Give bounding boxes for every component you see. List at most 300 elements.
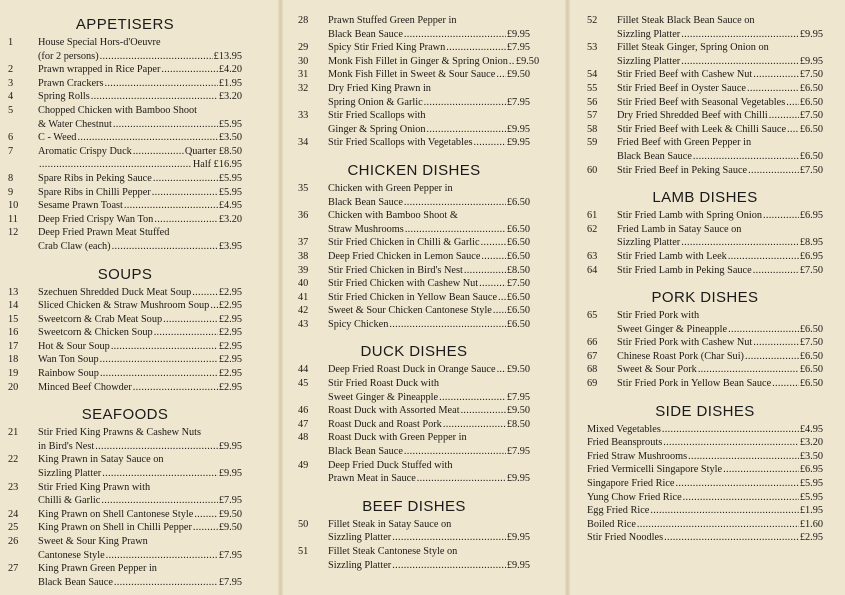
section-title: CHICKEN DISHES: [347, 161, 481, 179]
menu-item: [587, 136, 823, 163]
item-price: £6.50: [799, 96, 823, 108]
dot-leader: [496, 68, 506, 82]
menu-item-line: [298, 472, 530, 486]
menu-item-line: [8, 213, 242, 227]
item-price: £3.95: [218, 240, 242, 252]
item-price: £4.95: [218, 200, 242, 212]
item-number: 65: [587, 310, 598, 322]
menu-item: [298, 136, 530, 150]
dot-leader: [676, 477, 799, 491]
menu-item-line: [587, 109, 823, 123]
item-name: Sesame Prawn Toast: [38, 200, 123, 212]
item-number: 44: [298, 364, 309, 376]
item-name: Chicken with Bamboo Shoot &: [328, 210, 458, 222]
item-number: 35: [298, 182, 309, 194]
item-name: House Special Hors-d'Oeuvre: [38, 37, 161, 48]
item-number: 9: [8, 186, 14, 198]
menu-item-line: [587, 41, 823, 55]
item-price: £2.95: [218, 381, 242, 393]
item-number: 32: [298, 82, 309, 94]
menu-item-line: [587, 336, 823, 350]
item-name: Roast Duck with Green Pepper in: [328, 432, 467, 444]
item-price: £7.95: [506, 391, 530, 403]
item-name: Sizzling Platter: [38, 468, 102, 480]
dot-leader: [509, 55, 515, 69]
item-number: 23: [8, 481, 19, 493]
item-price: £9.95: [506, 137, 530, 149]
item-name: Sizzling Platter: [617, 237, 681, 249]
menu-item-line: [298, 277, 530, 291]
item-price: £9.95: [506, 28, 530, 40]
item-name: & Water Chestnut: [38, 118, 112, 130]
item-number: 4: [8, 91, 14, 103]
dot-leader: [747, 82, 799, 96]
menu-item: [587, 377, 823, 391]
section-title: DUCK DISHES: [360, 343, 468, 361]
menu-item: [8, 508, 242, 522]
menu-item-line: [8, 521, 242, 535]
dot-leader: [681, 55, 799, 69]
item-name: Singapore Fried Rice: [587, 478, 675, 490]
item-price: £6.50: [799, 323, 823, 335]
dot-leader: [683, 491, 799, 505]
item-name: Prawn wrapped in Rice Paper: [38, 64, 161, 76]
menu-item: [298, 250, 530, 264]
menu-item-line: [587, 350, 823, 364]
item-price: £7.50: [799, 264, 823, 276]
item-name: Sweet & Sour King Prawn: [38, 536, 148, 547]
menu-item-line: [298, 377, 530, 391]
menu-section: [570, 14, 845, 177]
item-price: £9.95: [799, 28, 823, 40]
item-name: Fillet Steak Black Bean Sauce on: [617, 15, 755, 26]
item-price: £1.95: [799, 505, 823, 517]
item-price: £6.95: [799, 250, 823, 262]
menu-item-line: [8, 226, 242, 240]
item-number: 55: [587, 82, 598, 94]
dot-leader: [637, 518, 799, 532]
menu-item: [587, 14, 823, 41]
item-price: £4.20: [218, 64, 242, 76]
dot-leader: [39, 158, 192, 172]
item-name: Sweet Ginger & Pineapple: [617, 323, 728, 335]
menu-item-line: [8, 467, 242, 481]
section-gap: [570, 391, 845, 401]
section-gap: [0, 394, 278, 404]
menu-section: [284, 341, 568, 485]
menu-item-line: [298, 223, 530, 237]
menu-item-line: [298, 196, 530, 210]
item-price: £8.95: [799, 237, 823, 249]
item-price: £7.95: [506, 42, 530, 54]
menu-item-line: [298, 41, 530, 55]
item-price: £13.95: [213, 50, 242, 62]
dot-leader: [161, 63, 217, 77]
dot-leader: [446, 41, 506, 55]
menu-item-line: [587, 123, 823, 137]
item-name: Spicy Stir Fried King Prawn: [328, 42, 446, 54]
dot-leader: [753, 336, 799, 350]
item-name: Fillet Steak Cantonese Style on: [328, 546, 458, 557]
menu-section: [0, 404, 278, 589]
menu-item: [8, 521, 242, 535]
item-price: £2.95: [218, 368, 242, 380]
menu-item-line: [587, 363, 823, 377]
menu-item-line: [587, 504, 823, 518]
item-name: Rainbow Soup: [38, 368, 99, 380]
menu-item: [8, 313, 242, 327]
dot-leader: [772, 377, 799, 391]
menu-item-line: [8, 576, 242, 590]
dot-leader: [154, 213, 218, 227]
menu-item: [587, 363, 823, 377]
item-price: £6.50: [799, 123, 823, 135]
item-price: £9.95: [506, 559, 530, 571]
item-name: Sweet & Sour Chicken Cantonese Style: [328, 305, 492, 317]
item-number: 61: [587, 210, 598, 222]
item-name: Spare Ribs in Peking Sauce: [38, 172, 152, 184]
section-title: SIDE DISHES: [655, 402, 755, 420]
item-price: £7.50: [799, 69, 823, 81]
menu-item-line: [8, 494, 242, 508]
item-name: Straw Mushrooms: [328, 223, 404, 235]
item-price: £9.95: [506, 123, 530, 135]
item-number: 8: [8, 172, 14, 184]
menu-panel-right: [570, 0, 845, 595]
dot-leader: [100, 367, 218, 381]
item-price: £3.20: [218, 213, 242, 225]
item-name: Sizzling Platter: [328, 559, 392, 571]
menu-item: [298, 109, 530, 136]
menu-item-line: [298, 123, 530, 137]
menu-item-line: [587, 223, 823, 237]
item-number: 28: [298, 15, 309, 26]
section-gap: [0, 254, 278, 264]
item-price: £6.50: [506, 223, 530, 235]
menu-item: [8, 353, 242, 367]
item-name: Stir Fried Beef with Leek & Chilli Sauce: [617, 123, 787, 135]
dot-leader: [439, 391, 506, 405]
menu-item-line: [587, 136, 823, 150]
item-name: in Bird's Nest: [38, 440, 95, 452]
dot-leader: [698, 363, 799, 377]
item-number: 14: [8, 300, 19, 312]
item-name: Boiled Rice: [587, 518, 636, 530]
item-name: C - Weed: [38, 132, 77, 144]
dot-leader: [111, 340, 218, 354]
menu-item-line: [587, 96, 823, 110]
dot-leader: [728, 250, 799, 264]
menu-item-line: [587, 164, 823, 178]
dot-leader: [443, 418, 506, 432]
dot-leader: [753, 68, 799, 82]
dot-leader: [124, 199, 218, 213]
dot-leader: [163, 313, 218, 327]
dot-leader: [728, 323, 799, 337]
item-price: £9.95: [799, 55, 823, 67]
item-name: Stir Fried Noodles: [587, 532, 664, 544]
item-number: 48: [298, 432, 309, 444]
item-number: 7: [8, 145, 14, 157]
item-name: Black Bean Sauce: [38, 576, 113, 588]
menu-item: [587, 518, 823, 532]
item-number: 5: [8, 104, 14, 116]
menu-item-line: [8, 50, 242, 64]
menu-item: [298, 459, 530, 486]
menu-item: [8, 213, 242, 227]
dot-leader: [152, 186, 218, 200]
item-price: £6.50: [506, 250, 530, 262]
menu-item-line: [587, 518, 823, 532]
item-price: £6.95: [799, 464, 823, 476]
menu-item-line: [298, 531, 530, 545]
dot-leader: [193, 521, 218, 535]
menu-item-line: [298, 236, 530, 250]
item-name: Spicy Chicken: [328, 318, 389, 330]
menu-item-line: [587, 236, 823, 250]
menu-item-line: [8, 240, 242, 254]
menu-item: [587, 491, 823, 505]
menu-item: [587, 350, 823, 364]
item-number: 68: [587, 364, 598, 376]
item-name: Stir Fried King Prawns & Cashew Nuts: [38, 427, 202, 439]
item-number: 6: [8, 132, 14, 144]
item-name: Sweetcorn & Crab Meat Soup: [38, 313, 163, 325]
menu-item-line: [298, 291, 530, 305]
section-title: SOUPS: [97, 265, 153, 283]
item-name: Deep Fried Chicken in Lemon Sauce: [328, 250, 481, 262]
menu-item-line: [298, 109, 530, 123]
menu-item: [8, 145, 242, 172]
menu-item: [587, 250, 823, 264]
section-gap: [570, 177, 845, 187]
menu-item: [298, 318, 530, 332]
menu-section: [284, 14, 568, 150]
menu-item-line: [8, 549, 242, 563]
item-price: £7.95: [218, 495, 242, 507]
dot-leader: [405, 223, 506, 237]
menu-section: [0, 264, 278, 395]
page-fold: [278, 0, 283, 595]
item-price: £9.50: [506, 405, 530, 417]
item-price: £7.50: [799, 164, 823, 176]
item-name: Fried Beef with Green Pepper in: [617, 137, 752, 149]
menu-item: [8, 481, 242, 508]
dot-leader: [100, 50, 213, 64]
menu-item: [8, 535, 242, 562]
item-number: 31: [298, 69, 309, 81]
item-price: £2.95: [218, 300, 242, 312]
dot-leader: [404, 28, 506, 42]
menu-item-line: [8, 340, 242, 354]
item-price: £7.50: [799, 110, 823, 122]
section-title: APPETISERS: [75, 16, 175, 33]
dot-leader: [650, 504, 798, 518]
menu-item-line: [8, 440, 242, 454]
dot-leader: [787, 123, 799, 137]
item-number: 15: [8, 313, 19, 325]
item-price: £9.50: [506, 69, 530, 81]
menu-item-line: [298, 431, 530, 445]
dot-leader: [100, 353, 218, 367]
menu-item: [8, 186, 242, 200]
dot-leader: [498, 291, 506, 305]
dot-leader: [91, 90, 218, 104]
dot-leader: [104, 77, 217, 91]
item-price: £1.95: [218, 77, 242, 89]
item-number: 64: [587, 264, 598, 276]
item-name: Sweetcorn & Chicken Soup: [38, 327, 153, 339]
item-number: 16: [8, 327, 19, 339]
item-name: Black Bean Sauce: [617, 150, 692, 162]
item-name: Stir Fried Chicken in Chilli & Garlic: [328, 237, 480, 249]
item-price: £3.20: [799, 437, 823, 449]
menu-item-line: [587, 323, 823, 337]
menu-item-line: [587, 28, 823, 42]
item-number: 26: [8, 536, 19, 547]
item-price: £7.50: [506, 278, 530, 290]
menu-item: [298, 304, 530, 318]
menu-item-line: [587, 68, 823, 82]
dot-leader: [404, 445, 506, 459]
menu-item-line: [298, 404, 530, 418]
item-name: Stir Fried Lamb in Peking Sauce: [617, 264, 752, 276]
menu-item-line: [8, 172, 242, 186]
menu-section: [284, 496, 568, 572]
menu-item: [298, 209, 530, 236]
menu-item: [587, 109, 823, 123]
menu-item: [298, 404, 530, 418]
menu-item-line: [8, 326, 242, 340]
menu-item: [8, 63, 242, 77]
dot-leader: [681, 236, 799, 250]
item-name: Prawn Stuffed Green Pepper in: [328, 15, 457, 26]
item-number: 38: [298, 250, 309, 262]
item-name: Stir Fried Beef with Seasonal Vegetables: [617, 96, 786, 108]
menu-item-line: [8, 90, 242, 104]
item-number: 13: [8, 286, 19, 298]
dot-leader: [133, 145, 184, 159]
menu-item-line: [587, 209, 823, 223]
item-price: £6.50: [506, 196, 530, 208]
menu-item: [8, 172, 242, 186]
item-name: Hot & Sour Soup: [38, 340, 110, 352]
dot-leader: [763, 209, 799, 223]
menu-item: [587, 450, 823, 464]
item-number: 21: [8, 427, 19, 439]
menu-item: [298, 518, 530, 545]
section-title: BEEF DISHES: [362, 497, 466, 515]
menu-item: [587, 209, 823, 223]
menu-item-line: [587, 423, 823, 437]
item-price: £9.50: [515, 55, 540, 67]
item-price: £9.50: [218, 522, 242, 534]
item-number: 62: [587, 223, 598, 235]
item-name: Dry Fried Shredded Beef with Chilli: [617, 110, 768, 122]
menu-item-line: [298, 68, 530, 82]
item-name: Stir Fried Chicken in Bird's Nest: [328, 264, 463, 276]
menu-item-line: [8, 158, 242, 172]
menu-panel-left: [0, 0, 278, 595]
item-name: King Prawn in Satay Sauce on: [38, 454, 164, 466]
item-name: Black Bean Sauce: [328, 446, 403, 458]
item-number: 49: [298, 459, 309, 471]
item-name: King Prawn on Shell in Chilli Pepper: [38, 522, 192, 534]
menu-item-line: [298, 264, 530, 278]
item-name: Prawn Crackers: [38, 77, 104, 89]
menu-item-line: [8, 286, 242, 300]
dot-leader: [210, 299, 218, 313]
menu-item: [8, 367, 242, 381]
menu-item: [587, 264, 823, 278]
dot-leader: [424, 96, 506, 110]
dot-leader: [192, 286, 218, 300]
dot-leader: [664, 531, 799, 545]
menu-item: [8, 326, 242, 340]
menu-item-line: [8, 426, 242, 440]
menu-item: [587, 68, 823, 82]
menu-item-line: [298, 250, 530, 264]
item-name: Deep Fried Roast Duck in Orange Sauce: [328, 364, 496, 376]
item-name: Cantonese Style: [38, 549, 105, 561]
dot-leader: [102, 467, 218, 481]
menu-item-line: [587, 250, 823, 264]
item-price: £2.95: [799, 532, 823, 544]
menu-item-line: [8, 77, 242, 91]
item-number: 34: [298, 137, 309, 149]
item-name: Black Bean Sauce: [328, 196, 403, 208]
menu-item: [8, 131, 242, 145]
item-number: 63: [587, 250, 598, 262]
menu-item: [587, 82, 823, 96]
dot-leader: [663, 436, 799, 450]
dot-leader: [745, 350, 799, 364]
item-price: £9.95: [506, 532, 530, 544]
menu-item: [587, 504, 823, 518]
item-number: 51: [298, 546, 309, 557]
item-name: Stir Fried Chicken in Yellow Bean Sauce: [328, 291, 498, 303]
item-name: Deep Fried Crispy Wan Ton: [38, 213, 154, 225]
menu-item-line: [298, 545, 530, 559]
item-name: Stir Fried Pork with: [617, 310, 700, 322]
item-price: £5.95: [799, 491, 823, 503]
item-number: 60: [587, 164, 598, 176]
dot-leader: [427, 123, 506, 137]
menu-item-line: [8, 131, 242, 145]
menu-item-line: [298, 182, 530, 196]
menu-item-line: [587, 309, 823, 323]
item-number: 19: [8, 368, 19, 380]
item-name: Fillet Steak in Satay Sauce on: [328, 518, 452, 530]
menu-item-line: [8, 313, 242, 327]
menu-item-line: [8, 508, 242, 522]
item-name: Sizzling Platter: [617, 55, 681, 67]
item-price: £6.50: [799, 378, 823, 390]
dot-leader: [479, 277, 506, 291]
menu-item: [298, 82, 530, 109]
item-price: £6.50: [799, 350, 823, 362]
item-number: 45: [298, 378, 309, 390]
item-number: 22: [8, 454, 19, 466]
item-number: 2: [8, 64, 14, 76]
item-number: 40: [298, 278, 309, 290]
item-price: Half £16.95: [192, 159, 242, 171]
item-number: 47: [298, 418, 309, 430]
dot-leader: [474, 136, 506, 150]
menu-item-line: [8, 353, 242, 367]
item-name: Chinese Roast Pork (Char Sui): [617, 350, 744, 362]
menu-item-line: [587, 491, 823, 505]
